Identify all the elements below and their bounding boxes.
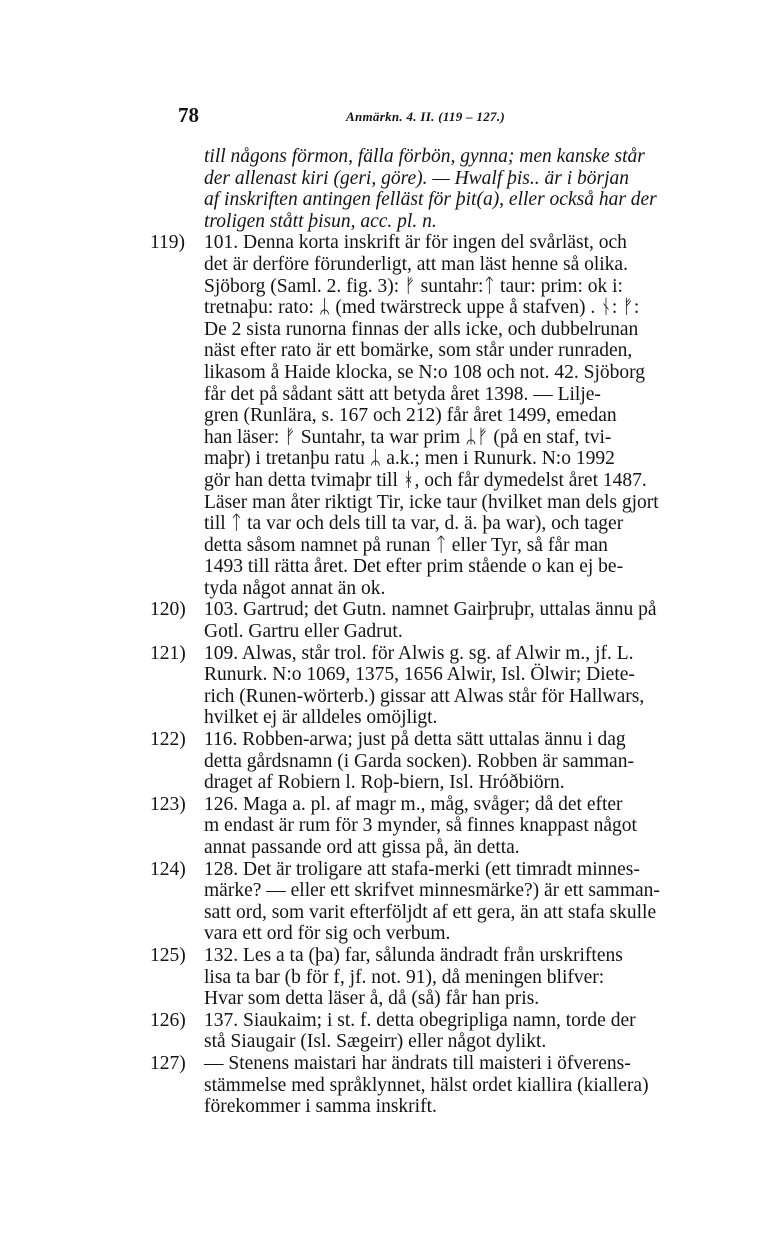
- note-number: 127): [150, 1052, 186, 1074]
- text-line: 126. Maga a. pl. af magr m., måg, svåger; då det efter: [204, 793, 623, 815]
- note-entry-122: [150, 729, 740, 794]
- text-line: gör han detta tvimaþr till ᚼ, och får dymedelst året 1487.: [204, 469, 647, 491]
- text-line: tyda något annat än ok.: [204, 577, 386, 599]
- note-entry-126: [150, 1010, 740, 1053]
- note-number: 120): [150, 599, 186, 621]
- text-line: märke? — eller ett skrifvet minnesmärke?) är ett samman-: [204, 880, 660, 902]
- text-line: stämmelse med språklynnet, hälst ordet kiallira (kiallera): [204, 1074, 649, 1096]
- running-title: Anmärkn. 4. II. (119 – 127.): [346, 109, 506, 124]
- text-line: näst efter rato är ett bomärke, som står under runraden,: [204, 340, 633, 362]
- note-entry-120: [150, 599, 740, 642]
- text-line: 128. Det är troligare att stafa-merki (ett timradt minnes-: [204, 858, 640, 880]
- text-line: Sjöborg (Saml. 2. fig. 3): ᚠ suntahr:ᛏ taur: prim: ok i:: [204, 275, 623, 297]
- text-line: Runurk. N:o 1069, 1375, 1656 Alwir, Isl. Ölwir; Diete-: [204, 664, 635, 686]
- text-line: det är derföre förunderligt, att man läst henne så olika.: [204, 253, 628, 275]
- text-line: troligen stått þisun, acc. pl. n.: [204, 210, 437, 232]
- text-line: 137. Siaukaim; i st. f. detta obegripliga namn, torde der: [204, 1009, 636, 1031]
- text-line: 101. Denna korta inskrift är för ingen del svårläst, och: [204, 232, 627, 254]
- intro-paragraph: [204, 146, 740, 232]
- text-line: hvilket ej är alldeles omöjligt.: [204, 707, 438, 729]
- text-line: gren (Runlära, s. 167 och 212) får året 1499, emedan: [204, 405, 617, 427]
- note-entry-124: [150, 859, 740, 945]
- note-number: 119): [150, 232, 186, 254]
- note-entry-121: [150, 643, 740, 729]
- text-line: der allenast kiri (geri, göre). — Hwalf þis.. är i början: [204, 167, 630, 189]
- note-number: 126): [150, 1009, 186, 1031]
- text-line: Hvar som detta läser å, då (så) får han pris.: [204, 988, 540, 1010]
- text-line: lisa ta bar (b för f, jf. not. 91), då meningen blifver:: [204, 966, 605, 988]
- text-line: tretnaþu: rato: ᛦ (med twärstreck uppe å stafven) . ᚾ: ᚠ:: [204, 297, 640, 319]
- note-number: 125): [150, 944, 186, 966]
- text-line: 109. Alwas, står trol. för Alwis g. sg. af Alwir m., jf. L.: [204, 642, 634, 664]
- text-line: — Stenens maistari har ändrats till maisteri i öfverens-: [204, 1052, 631, 1074]
- text-line: till någons förmon, fälla förbön, gynna; men kanske står: [204, 146, 645, 167]
- text-line: 132. Les a ta (þa) far, sålunda ändradt från urskriftens: [204, 944, 623, 966]
- text-line: får det på sådant sätt att betyda året 1398. — Lilje-: [204, 383, 601, 405]
- page-body: [150, 146, 740, 1118]
- text-line: 1493 till rätta året. Det efter prim stående o kan ej be-: [204, 556, 624, 578]
- text-line: Gotl. Gartru eller Gadrut.: [204, 621, 403, 643]
- text-line: till ᛏ ta var och dels till ta var, d. ä. þa war), och tager: [204, 513, 624, 535]
- note-entry-123: [150, 794, 740, 859]
- text-line: maþr) i tretanþu ratu ᛦ a.k.; men i Runurk. N:o 1992: [204, 448, 615, 470]
- page-header: [178, 103, 738, 133]
- text-line: m endast är rum för 3 mynder, så finnes knappast något: [204, 815, 637, 837]
- text-line: detta gårdsnamn (i Garda socken). Robben är samman-: [204, 750, 634, 772]
- note-number: 121): [150, 642, 186, 664]
- note-entry-127: [150, 1053, 740, 1118]
- text-line: likasom å Haide klocka, se N:o 108 och not. 42. Sjöborg: [204, 361, 646, 383]
- text-line: stå Siaugair (Isl. Sægeirr) eller något dylikt.: [204, 1031, 547, 1053]
- note-number: 122): [150, 729, 186, 751]
- text-line: Läser man åter riktigt Tir, icke taur (hvilket man dels gjort: [204, 491, 659, 513]
- text-line: vara ett ord för sig och verbum.: [204, 923, 451, 945]
- note-entry-119: [150, 232, 740, 599]
- note-number: 124): [150, 858, 186, 880]
- text-line: annat passande ord att gissa på, än detta.: [204, 837, 520, 858]
- text-line: satt ord, som varit efterföljdt af ett gera, än att stafa skulle: [204, 901, 657, 923]
- text-line: 116. Robben-arwa; just på detta sätt uttalas ännu i dag: [204, 729, 626, 751]
- text-line: detta såsom namnet på runan ᛏ eller Tyr, så får man: [204, 534, 608, 556]
- note-number: 123): [150, 793, 186, 815]
- text-line: 103. Gartrud; det Gutn. namnet Gairþruþr, uttalas ännu på: [204, 599, 657, 621]
- text-line: De 2 sista runorna finnas der alls icke, och dubbelrunan: [204, 318, 639, 340]
- text-line: förekommer i samma inskrift.: [204, 1096, 437, 1118]
- page-number: 78: [178, 103, 199, 127]
- text-line: rich (Runen-wörterb.) gissar att Alwas står för Hallwars,: [204, 685, 645, 707]
- note-entry-125: [150, 945, 740, 1010]
- text-line: af inskriften antingen felläst för þit(a), eller också har der: [204, 189, 657, 211]
- text-line: draget af Robiern l. Roþ-biern, Isl. Hróðbiörn.: [204, 772, 565, 794]
- text-line: han läser: ᚠ Suntahr, ta war prim ᛦᚠ (på en staf, tvi-: [204, 426, 612, 448]
